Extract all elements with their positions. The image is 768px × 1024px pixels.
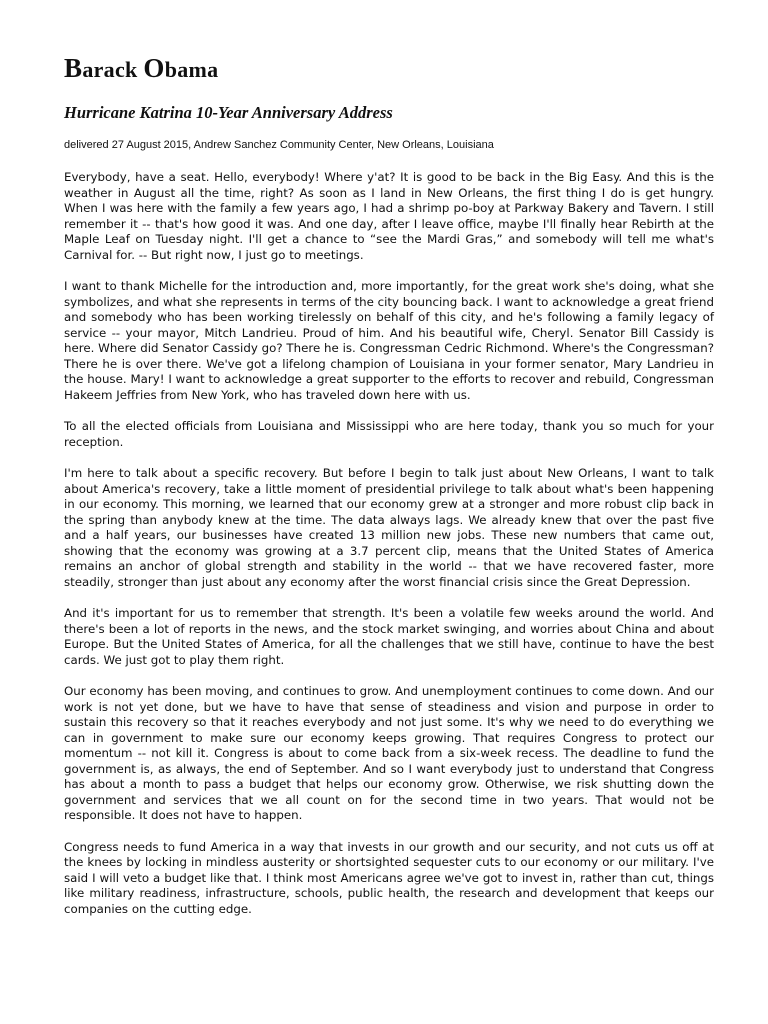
speaker-last-initial: O bbox=[143, 53, 165, 83]
paragraph-7: Congress needs to fund America in a way that invests in our growth and our security, and not cuts us off at the knees by locking in mindless austerity or shortsighted sequester cuts to our economy or our military. I've said I will veto a budget like that. I think most Americans agree we've got to invest in, rather than cut, things like military readiness, infrastructure, schools, public health, the research and development that keeps our companies on the cutting edge. bbox=[64, 839, 714, 916]
paragraph-5: And it's important for us to remember that strength. It's been a volatile few weeks around the world. And there's been a lot of reports in the news, and the stock market swinging, and worries about China and about Europe. But the United States of America, for all the challenges that we still have, continue to have the best cards. We just got to play them right. bbox=[64, 606, 714, 667]
speaker-last-rest: bama bbox=[164, 57, 219, 82]
speaker-first-initial: B bbox=[64, 53, 83, 83]
paragraph-3: To all the elected officials from Louisiana and Mississippi who are here today, thank you so much for your reception. bbox=[64, 419, 714, 449]
paragraph-2: I want to thank Michelle for the introduction and, more importantly, for the great work she's doing, what she symbolizes, and what she represents in terms of the city bouncing back. I want to acknowledge a great friend and somebody who has been working tirelessly on behalf of this city, and he's following a family legacy of service -- your mayor, Mitch Landrieu. Proud of him. And his beautiful wife, Cheryl. Senator Bill Cassidy is here. Where did Senator Cassidy go? There he is. Congressman Cedric Richmond. Where's the Congressman? There he is over there. We've got a lifelong champion of Louisiana in your former senator, Mary Landrieu in the house. Mary! I want to acknowledge a great supporter to the efforts to recover and rebuild, Congressman Hakeem Jeffries from New York, who has traveled down here with us. bbox=[64, 279, 714, 402]
speech-title: Hurricane Katrina 10-Year Anniversary Address bbox=[64, 103, 393, 122]
paragraph-4: I'm here to talk about a specific recovery. But before I begin to talk just about New Orleans, I want to talk about America's recovery, take a little moment of presidential privilege to talk about what's been happening in our economy. This morning, we learned that our economy grew at a stronger and more robust clip back in the spring than anybody knew at the time. The data always lags. We already knew that over the past five and a half years, our businesses have created 13 million new jobs. These new numbers that came out, showing that the economy was growing at a 3.7 percent clip, means that the United States of America remains an anchor of global strength and stability in the world -- that we have recovered faster, more steadily, stronger than just about any economy after the worst financial crisis since the Great Depression. bbox=[64, 466, 714, 589]
document-page bbox=[64, 50, 714, 933]
paragraph-1: Everybody, have a seat. Hello, everybody! Where y'at? It is good to be back in the Big Easy. And this is the weather in August all the time, right? As soon as I land in New Orleans, the first thing I do is get hungry. When I was here with the family a few years ago, I had a shrimp po-boy at Parkway Bakery and Tavern. I still remember it -- that's how good it was. And one day, after I leave office, maybe I'll finally hear Rebirth at the Maple Leaf on Tuesday night. I'll get a chance to “see the Mardi Gras,” and somebody will tell me what's Carnival for. -- But right now, I just go to meetings. bbox=[64, 170, 714, 262]
paragraph-6: Our economy has been moving, and continues to grow. And unemployment continues to come down. And our work is not yet done, but we have to have that sense of steadiness and vision and purpose in order to sustain this recovery so that it reaches everybody and not just some. It's why we need to do everything we can in government to make sure our economy keeps growing. That requires Congress to protect our momentum -- not kill it. Congress is about to come back from a six-week recess. The deadline to fund the government is, as always, the end of September. And so I want everybody just to understand that Congress has about a month to pass a budget that helps our economy grow. Otherwise, we risk shutting down the government and services that we all count on for the second time in two years. That would not be responsible. It does not have to happen. bbox=[64, 684, 714, 822]
speaker-first-rest: arack bbox=[82, 57, 138, 82]
speech-body bbox=[64, 170, 714, 917]
delivery-info: delivered 27 August 2015, Andrew Sanchez Community Center, New Orleans, Louisiana bbox=[64, 139, 494, 151]
speaker-name bbox=[64, 50, 714, 88]
